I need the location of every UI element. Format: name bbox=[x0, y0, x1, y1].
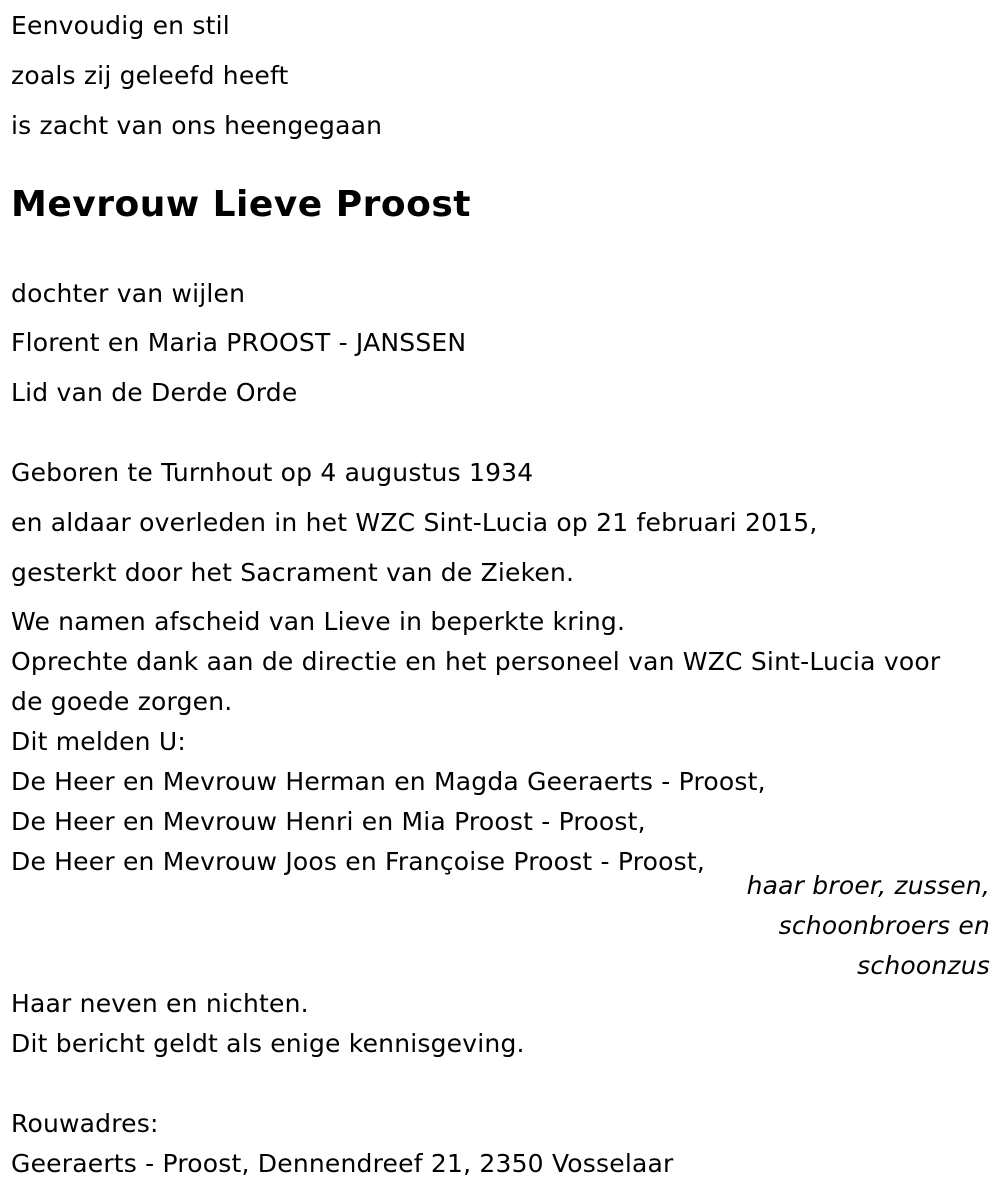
message-line: Dit melden U: bbox=[11, 727, 186, 756]
deceased-name: Mevrouw Lieve Proost bbox=[11, 184, 471, 225]
death-line: en aldaar overleden in het WZC Sint-Lucia op 21 februari 2015, bbox=[11, 508, 818, 537]
sacrament-line: gesterkt door het Sacrament van de Zieken. bbox=[11, 558, 575, 587]
address-label: Rouwadres: bbox=[11, 1109, 159, 1138]
closing-line: Haar neven en nichten. bbox=[11, 989, 309, 1018]
family-line: De Heer en Mevrouw Joos en Françoise Proost - Proost, bbox=[11, 847, 706, 876]
message-line: de goede zorgen. bbox=[11, 687, 233, 716]
relation-line: schoonbroers en bbox=[778, 911, 990, 940]
message-line: We namen afscheid van Lieve in beperkte kring. bbox=[11, 607, 626, 636]
intro-line: zoals zij geleefd heeft bbox=[11, 61, 289, 90]
relation-line: schoonzus bbox=[857, 951, 990, 980]
message-line: Oprechte dank aan de directie en het personeel van WZC Sint-Lucia voor bbox=[11, 647, 941, 676]
parents-line: dochter van wijlen bbox=[11, 279, 246, 308]
parents-line: Lid van de Derde Orde bbox=[11, 378, 298, 407]
family-line: De Heer en Mevrouw Herman en Magda Geeraerts - Proost, bbox=[11, 767, 766, 796]
relation-line: haar broer, zussen, bbox=[746, 871, 990, 900]
family-line: De Heer en Mevrouw Henri en Mia Proost - Proost, bbox=[11, 807, 646, 836]
intro-line: Eenvoudig en stil bbox=[11, 11, 230, 40]
address-value: Geeraerts - Proost, Dennendreef 21, 2350 Vosselaar bbox=[11, 1149, 674, 1178]
closing-line: Dit bericht geldt als enige kennisgeving. bbox=[11, 1029, 525, 1058]
parents-line: Florent en Maria PROOST - JANSSEN bbox=[11, 328, 467, 357]
intro-line: is zacht van ons heengegaan bbox=[11, 111, 383, 140]
birth-line: Geboren te Turnhout op 4 augustus 1934 bbox=[11, 458, 534, 487]
